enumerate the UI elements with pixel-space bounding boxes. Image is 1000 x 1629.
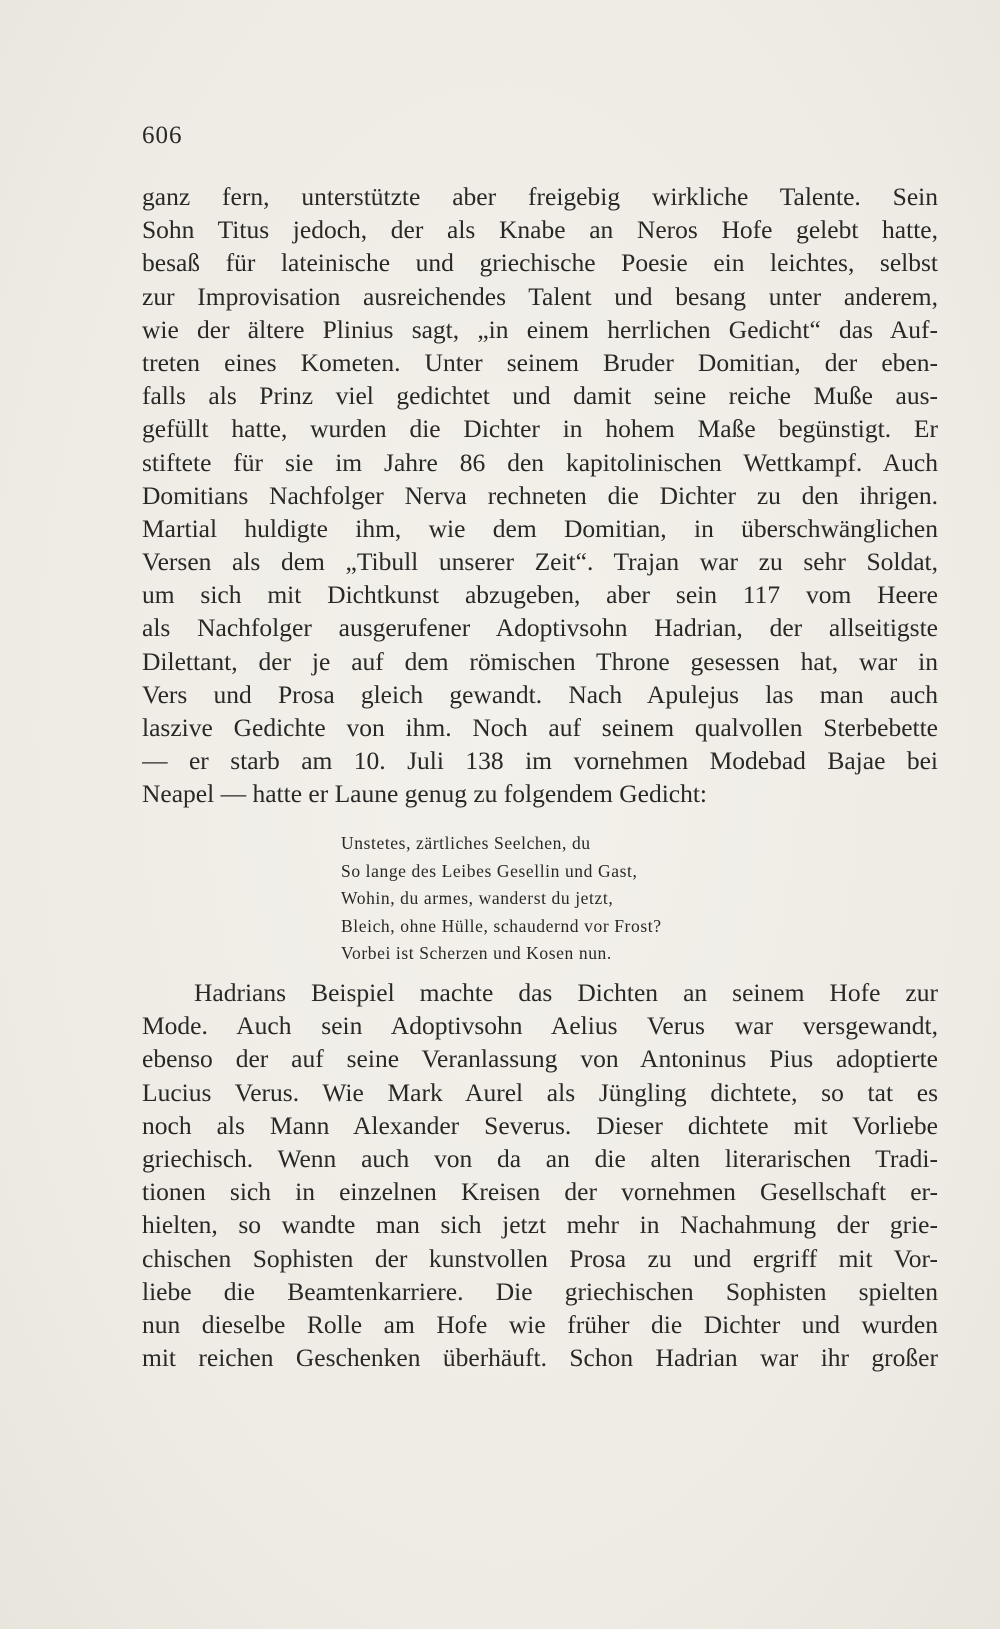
text-line: falls als Prinz viel gedichtet und damit seine reiche Muße aus- (142, 381, 938, 411)
paragraph-1 (142, 180, 938, 811)
text-line: chischen Sophisten der kunstvollen Prosa zu und ergriff mit Vor- (142, 1243, 938, 1273)
text-line: nun dieselbe Rolle am Hofe wie früher die Dichter und wurden (142, 1309, 938, 1339)
text-line: Versen als dem „Tibull unserer Zeit“. Trajan war zu sehr Soldat, (142, 547, 938, 577)
text-line: Lucius Verus. Wie Mark Aurel als Jüngling dichtete, so tat es (142, 1077, 938, 1107)
text-line: Martial huldigte ihm, wie dem Domitian, in überschwänglichen (142, 513, 938, 543)
text-line: laszive Gedichte von ihm. Noch auf seinem qualvollen Sterbebette (142, 713, 938, 742)
text-line: stiftete für sie im Jahre 86 den kapitolinischen Wettkampf. Auch (142, 447, 938, 477)
text-line: hielten, so wandte man sich jetzt mehr in Nachahmung der grie- (142, 1210, 938, 1240)
text-line: — er starb am 10. Juli 138 im vornehmen Modebad Bajae bei (142, 746, 938, 776)
text-line: Neapel — hatte er Laune genug zu folgendem Gedicht: (142, 779, 708, 809)
text-line: Domitians Nachfolger Nerva rechneten die Dichter zu den ihrigen. (142, 480, 938, 510)
text-line: Hadrians Beispiel machte das Dichten an seinem Hofe zur (194, 978, 938, 1007)
text-line: besaß für lateinische und griechische Poesie ein leichtes, selbst (142, 248, 938, 278)
text-line: als Nachfolger ausgerufener Adoptivsohn Hadrian, der allseitigste (142, 613, 938, 643)
page-number: 606 (142, 122, 183, 149)
text-line: noch als Mann Alexander Severus. Dieser dichtete mit Vorliebe (142, 1110, 938, 1140)
poem-line: Bleich, ohne Hülle, schaudernd vor Frost? (341, 915, 662, 936)
poem (341, 830, 662, 968)
text-line: griechisch. Wenn auch von da an die alten literarischen Tradi- (142, 1143, 938, 1173)
poem-line: Wohin, du armes, wanderst du jetzt, (341, 888, 614, 908)
text-line: treten eines Kometen. Unter seinem Bruder Domitian, der eben- (142, 347, 938, 377)
text-line: ganz fern, unterstützte aber freigebig wirkliche Talente. Sein (142, 182, 938, 211)
text-line: ebenso der auf seine Veranlassung von Antoninus Pius adoptierte (142, 1044, 938, 1074)
text-line: mit reichen Geschenken überhäuft. Schon Hadrian war ihr großer (142, 1343, 938, 1373)
poem-line: Unstetes, zärtliches Seelchen, du (341, 833, 591, 853)
text-line: Mode. Auch sein Adoptivsohn Aelius Verus war versgewandt, (142, 1011, 938, 1041)
poem-line: So lange des Leibes Gesellin und Gast, (341, 860, 638, 881)
text-line: zur Improvisation ausreichendes Talent und besang unter anderem, (142, 281, 938, 311)
text-line: tionen sich in einzelnen Kreisen der vornehmen Gesellschaft er- (142, 1177, 938, 1207)
paragraph-2 (142, 976, 938, 1374)
text-line: Vers und Prosa gleich gewandt. Nach Apulejus las man auch (142, 679, 938, 709)
text-line: Sohn Titus jedoch, der als Knabe an Neros Hofe gelebt hatte, (142, 215, 938, 245)
poem-line: Vorbei ist Scherzen und Kosen nun. (341, 943, 612, 963)
text-line: gefüllt hatte, wurden die Dichter in hohem Maße begünstigt. Er (142, 414, 938, 444)
text-line: wie der ältere Plinius sagt, „in einem herrlichen Gedicht“ das Auf- (142, 314, 938, 344)
text-line: liebe die Beamtenkarriere. Die griechischen Sophisten spielten (142, 1276, 938, 1306)
text-line: um sich mit Dichtkunst abzugeben, aber sein 117 vom Heere (142, 580, 938, 610)
text-line: Dilettant, der je auf dem römischen Throne gesessen hat, war in (142, 646, 938, 676)
